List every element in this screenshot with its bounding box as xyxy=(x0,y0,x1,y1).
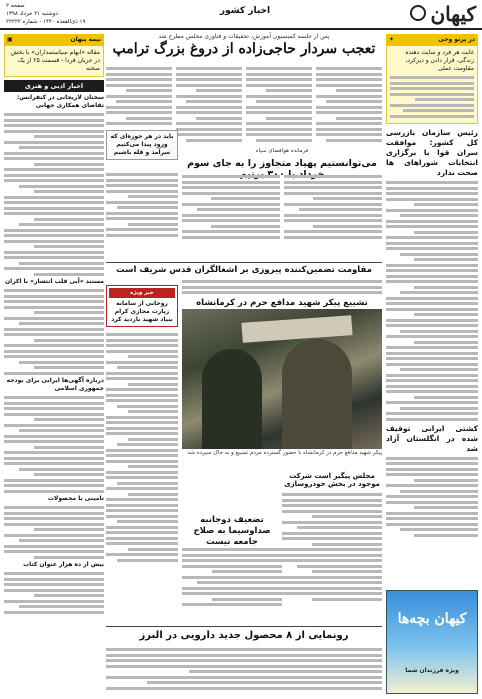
funeral-photo[interactable] xyxy=(182,309,382,449)
figure-shape xyxy=(202,349,262,449)
text-lines xyxy=(106,67,172,125)
text-lines xyxy=(316,67,382,142)
date-block xyxy=(6,2,85,26)
text-lines xyxy=(106,648,382,690)
text-lines xyxy=(386,181,478,421)
story2-headline[interactable]: می‌توانستیم پهپاد متجاوز را به جای سوم xyxy=(187,158,377,169)
photo-headline[interactable]: تشییع پیکر شهید مدافع حرم در کرمانشاه xyxy=(196,298,368,308)
right-box-text: غایت هر فرد و سایت دهنده زندگی، قرار دادن و دیرکرد، مقاومت عملی xyxy=(405,49,474,72)
main-headline[interactable]: تعجب سردار حاجی‌زاده از دروغ بزرگ ترامپ xyxy=(112,41,376,57)
left-section-bar: اخبار ادبی و هنری xyxy=(4,80,104,92)
right-box-header xyxy=(386,34,478,45)
ad-line: ویژه فرزندان شما xyxy=(405,667,459,674)
left-headline[interactable]: مستند «آبی قلب انتشار» با اکران xyxy=(4,278,104,285)
date-line: دوشنبه ۲۱ خرداد ۱۳۹۸ xyxy=(6,11,58,17)
story4-headline[interactable]: تضعیف دوجانبه صداوسیما به صلاح جامعه نیست xyxy=(193,515,271,547)
red-box-label: خبر ویژه xyxy=(109,288,175,298)
body-column xyxy=(106,64,172,128)
body-column xyxy=(246,64,312,144)
right-small-headline[interactable]: کشتی ایرانی توقیف شده در انگلستان آزاد شد xyxy=(386,423,478,453)
story2-kicker: فرمانده هوافضای سپاه xyxy=(255,148,309,154)
body-column xyxy=(282,490,382,603)
right-yellow-box xyxy=(386,45,478,124)
bottom-headline[interactable]: رونمایی از ۸ محصول جدید دارویی در البرز xyxy=(106,626,382,641)
body-column xyxy=(106,170,178,239)
text-lines xyxy=(390,76,474,118)
red-news-box[interactable] xyxy=(106,285,178,327)
left-box-text: مقاله «ابهام سیاستمداران» با بخش در جریان فردا - قسمت ۲۵ از یک صحنه xyxy=(10,49,100,72)
text-lines xyxy=(106,173,178,237)
ad-brand: کیهان بچه‌ها xyxy=(397,611,467,627)
masthead xyxy=(0,0,482,30)
page-number: صفحه ۲ xyxy=(6,3,25,9)
left-box-header xyxy=(4,34,104,45)
text-lines xyxy=(4,396,104,493)
story3-headline[interactable]: مقاومت تضمین‌کننده پیروزی بر اشغالگران قدس شریف است xyxy=(106,262,382,275)
text-lines xyxy=(176,67,242,142)
text-lines xyxy=(282,493,382,601)
issue-line: ۱۹ ذی‌القعده ۱۴۴۰ - شماره ۲۲۲۲۲ xyxy=(6,19,86,25)
left-headline[interactable]: درباره آگهی‌ها ایرانی برای بودجه جمهوری اسلامی xyxy=(6,377,104,392)
text-lines xyxy=(182,280,382,294)
quote-box: باید در هر حوزه‌ای که ورود پیدا می‌کنیم سرآمد و قله باشیم xyxy=(106,130,178,160)
newspaper-logo: کیهان xyxy=(430,2,476,26)
text-lines xyxy=(246,67,312,142)
left-headline[interactable]: سخنان لاریجانی در کنفرانس: تقاضای همکاری جهانی xyxy=(16,94,104,109)
body-column xyxy=(284,172,382,241)
text-lines xyxy=(284,175,382,239)
left-headline[interactable]: تامینی با محصولات xyxy=(47,495,104,502)
kayhan-kids-ad[interactable] xyxy=(386,590,478,694)
text-lines xyxy=(4,289,104,375)
left-box-title: نیمه پنهان xyxy=(70,36,101,43)
text-lines xyxy=(4,113,104,276)
text-lines xyxy=(182,175,280,239)
photo-caption: پیکر شهید مدافع حرم در کرمانشاه با حضور گسترده مردم تشییع و به خاک سپرده شد xyxy=(187,450,382,456)
body-column xyxy=(182,545,282,609)
text-lines xyxy=(386,457,478,537)
story5-headline[interactable]: مجلس پیگیر است شرکت موجود در بخش خودروسازی xyxy=(284,472,380,488)
body-column xyxy=(316,64,382,144)
text-lines xyxy=(4,572,104,614)
quran-icon: ✦ xyxy=(389,36,395,43)
red-box-text: روحانی از سامانه زیارت مجازی کرام بنیاد شهید بازدید کرد xyxy=(111,300,173,323)
body-column xyxy=(182,277,382,297)
right-box-title: در پرتو وحی xyxy=(438,36,475,43)
body-column xyxy=(182,172,280,241)
body-column xyxy=(176,64,242,144)
body-column xyxy=(106,645,382,692)
emblem-icon xyxy=(410,5,426,21)
coffin-shape xyxy=(241,315,352,343)
left-column xyxy=(4,34,104,694)
figure-shape xyxy=(282,339,352,449)
main-supra: پس از جلسه کمیسیون آموزش، تحقیقات و فناوری مجلس مطرح شد xyxy=(158,33,330,40)
text-lines xyxy=(106,333,178,562)
section-title: اخبار کشور xyxy=(219,6,271,16)
right-story-headline[interactable]: رئیس سازمان بازرسی کل کشور: موافقت سران قوا با برگزاری انتخابات شوراهای ها صحت ندارد xyxy=(386,128,478,177)
left-yellow-box xyxy=(4,45,104,77)
gift-icon: ▣ xyxy=(7,36,13,43)
body-column xyxy=(106,330,178,564)
left-headline[interactable]: بیش از ده هزار عنوان کتاب xyxy=(23,561,104,568)
text-lines xyxy=(182,548,282,606)
text-lines xyxy=(4,506,104,559)
